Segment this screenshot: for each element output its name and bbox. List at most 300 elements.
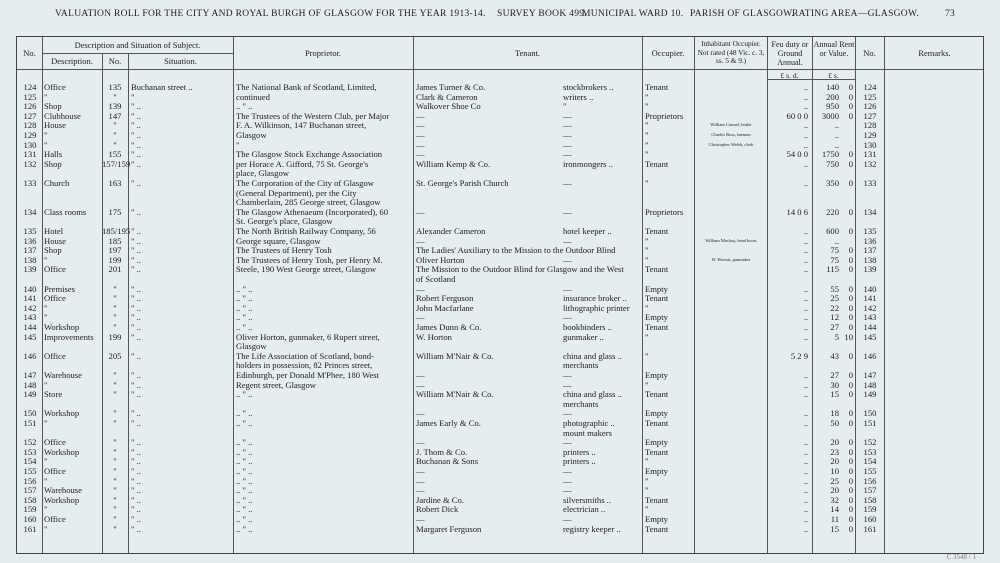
- row-occ: Tenant: [645, 158, 669, 169]
- row-num: 157/159: [102, 158, 131, 169]
- row-sit: " ..: [131, 130, 141, 140]
- row-sit: " ..: [131, 437, 141, 448]
- row-num: ": [113, 283, 117, 294]
- row-num: ": [113, 408, 117, 419]
- row-desc: ": [44, 130, 48, 140]
- row-num: ": [113, 456, 117, 467]
- row-feu: ..: [803, 331, 808, 342]
- row-tocc: writers ..: [563, 91, 594, 102]
- row-desc: Improvements: [44, 331, 94, 342]
- row-rs: 0: [848, 370, 853, 380]
- row-ten: —: [416, 408, 425, 419]
- row-tocc: —: [563, 370, 572, 380]
- row-feu: 60 0 0: [786, 110, 808, 121]
- row-num: ": [113, 130, 117, 140]
- row-occ: ": [645, 130, 649, 140]
- row-num: 199: [108, 331, 122, 342]
- row-prop: F. A. Wilkinson, 147 Buchanan street,: [236, 120, 367, 131]
- row-sit: " ..: [131, 370, 141, 380]
- row-rl: 11: [830, 514, 839, 524]
- row-desc: Store: [44, 389, 63, 400]
- row-occ: Tenant: [645, 389, 669, 400]
- row-no2: 145: [863, 331, 877, 342]
- row-num: ": [113, 370, 117, 380]
- row-no: 127: [23, 110, 37, 121]
- row-no: 160: [23, 514, 37, 524]
- row-rl: 1750: [821, 149, 839, 160]
- row-prop: .. " ..: [236, 283, 253, 294]
- row-rl: 43: [830, 350, 839, 361]
- row-prop: St. George's place, Glasgow: [236, 216, 333, 227]
- row-no2: 124: [863, 82, 877, 92]
- row-num: 205: [108, 350, 122, 361]
- row-ten: —: [416, 485, 425, 496]
- row-desc: ": [44, 523, 48, 534]
- row-tocc: printers ..: [563, 456, 596, 467]
- row-no2: 140: [863, 283, 877, 294]
- row-occ: ": [645, 456, 649, 467]
- col-rent: Annual Rent or Value.: [813, 40, 855, 58]
- row-ten: —: [416, 370, 425, 380]
- row-sit: " ..: [131, 264, 141, 275]
- row-ten: Alexander Cameron: [416, 226, 486, 236]
- row-rl: 25: [830, 475, 839, 486]
- row-prop: The Glasgow Athenaeum (Incorporated), 60: [236, 206, 389, 217]
- row-no: 124: [23, 82, 37, 92]
- row-sit: " ..: [131, 408, 141, 419]
- row-occ: Tenant: [645, 226, 669, 236]
- row-rl: 32: [830, 494, 839, 505]
- row-rs: 0: [848, 322, 853, 332]
- row-tocc: —: [563, 485, 572, 496]
- row-sit: " ..: [131, 446, 141, 457]
- row-rs: 0: [848, 437, 853, 448]
- row-num: ": [113, 379, 117, 390]
- row-no2: 143: [863, 312, 877, 323]
- row-occ: Empty: [645, 408, 668, 419]
- row-inh: Charles Ross, barman: [711, 132, 751, 137]
- row-tocc: printers ..: [563, 446, 596, 457]
- row-prop: .. " ..: [236, 408, 253, 419]
- row-prop: .. " ..: [236, 322, 253, 332]
- row-tocc: —: [563, 110, 572, 121]
- row-ten: —: [416, 466, 425, 476]
- row-tocc: gunmaker ..: [563, 331, 604, 342]
- row-num: ": [113, 312, 117, 323]
- row-desc: Clubhouse: [44, 110, 81, 121]
- row-feu: ..: [803, 264, 808, 275]
- row-tocc: merchants: [563, 360, 599, 371]
- row-no2: 134: [863, 206, 877, 217]
- row-desc: Warehouse: [44, 370, 82, 380]
- row-occ: ": [645, 178, 649, 188]
- row-ten: —: [416, 110, 425, 121]
- row-rl: ..: [834, 139, 839, 150]
- row-rl: 600: [826, 226, 839, 236]
- row-ten: —: [416, 475, 425, 486]
- row-occ: ": [645, 149, 649, 160]
- row-tocc: —: [563, 206, 572, 217]
- row-sit: " ..: [131, 302, 141, 313]
- row-occ: ": [645, 120, 649, 131]
- row-no: 126: [23, 101, 37, 112]
- row-rs: 0: [848, 283, 853, 294]
- row-rs: 0: [848, 350, 853, 361]
- row-no2: 154: [863, 456, 877, 467]
- row-no2: 141: [863, 293, 877, 304]
- row-tocc: hotel keeper ..: [563, 226, 612, 236]
- row-tocc: —: [563, 178, 572, 188]
- row-prop: (General Department), per the City: [236, 187, 357, 198]
- row-no2: 131: [863, 149, 877, 160]
- row-feu: ..: [803, 101, 808, 112]
- row-desc: House: [44, 120, 66, 131]
- row-ten: —: [416, 149, 425, 160]
- row-tocc: mount makers: [563, 427, 612, 438]
- row-rl: 27: [830, 370, 839, 380]
- row-rs: 0: [848, 178, 853, 188]
- row-num: ": [113, 485, 117, 496]
- row-tocc: —: [563, 254, 572, 265]
- row-feu: ..: [803, 389, 808, 400]
- row-feu: ..: [803, 322, 808, 332]
- row-ten: —: [416, 437, 425, 448]
- row-tocc: —: [563, 149, 572, 160]
- row-num: 201: [108, 264, 122, 275]
- row-rl: 3000: [821, 110, 839, 121]
- row-tocc: —: [563, 437, 572, 448]
- row-desc: ": [44, 418, 48, 428]
- row-sit: " ..: [131, 206, 141, 217]
- row-ten: Robert Dick: [416, 504, 459, 515]
- row-no: 125: [23, 91, 37, 102]
- row-no: 149: [23, 389, 37, 400]
- col-desc-group: Description and Situation of Subject.: [74, 40, 201, 50]
- row-rl: 18: [830, 408, 839, 419]
- row-sit: " ..: [131, 389, 141, 400]
- row-feu: ..: [803, 475, 808, 486]
- row-no2: 149: [863, 389, 877, 400]
- rating-area: RATING AREA—GLASGOW.: [792, 9, 920, 19]
- row-ten: The Ladies' Auxiliary to the Mission to the Outdoor Blind: [416, 245, 616, 256]
- row-sit: " ..: [131, 504, 141, 515]
- row-sit: " ..: [131, 245, 141, 256]
- row-sit: " ..: [131, 350, 141, 361]
- row-ten: —: [416, 235, 425, 246]
- row-prop: .. " ..: [236, 437, 253, 448]
- row-tocc: —: [563, 120, 572, 131]
- row-rl: 23: [830, 446, 839, 457]
- row-rs: 0: [848, 312, 853, 323]
- row-ten: John Macfarlane: [416, 302, 474, 313]
- row-feu: ..: [803, 226, 808, 236]
- row-feu: ..: [803, 302, 808, 313]
- row-rs: 0: [848, 494, 853, 505]
- row-feu: ..: [803, 504, 808, 515]
- row-ten: Walkover Shoe Co: [416, 101, 481, 112]
- row-feu: ..: [803, 370, 808, 380]
- row-num: ": [113, 120, 117, 131]
- row-occ: Tenant: [645, 446, 669, 457]
- col-num: No.: [108, 56, 122, 66]
- row-no: 137: [23, 245, 37, 256]
- row-occ: Proprietors: [645, 110, 684, 121]
- row-rs: 0: [848, 264, 853, 275]
- row-feu: ..: [803, 312, 808, 323]
- row-no: 157: [23, 485, 37, 496]
- row-feu: 5 2 9: [790, 350, 808, 361]
- row-desc: Office: [44, 437, 66, 448]
- row-rs: 0: [848, 389, 853, 400]
- row-rs: 0: [848, 408, 853, 419]
- row-ten: St. George's Parish Church: [416, 178, 509, 188]
- row-rs: 10: [844, 331, 853, 342]
- row-occ: Empty: [645, 283, 668, 294]
- row-feu: ..: [803, 293, 808, 304]
- row-no2: 130: [863, 139, 877, 150]
- row-feu: ..: [803, 178, 808, 188]
- row-no2: 150: [863, 408, 877, 419]
- row-feu: ..: [803, 418, 808, 428]
- row-sit: " ..: [131, 158, 141, 169]
- row-prop: George square, Glasgow: [236, 235, 321, 246]
- row-rl: 75: [830, 245, 839, 256]
- row-desc: ": [44, 302, 48, 313]
- row-feu: ..: [803, 245, 808, 256]
- row-rs: 0: [848, 158, 853, 169]
- row-sit: " ..: [131, 456, 141, 467]
- row-desc: Workshop: [44, 322, 80, 332]
- row-desc: Warehouse: [44, 485, 82, 496]
- row-occ: Empty: [645, 514, 668, 524]
- row-no2: 152: [863, 437, 877, 448]
- row-no2: 160: [863, 514, 877, 524]
- row-no: 144: [23, 322, 37, 332]
- row-prop: The Trustees of the Western Club, per Major: [236, 110, 390, 121]
- row-ten: —: [416, 206, 425, 217]
- row-rs: 0: [848, 514, 853, 524]
- row-ten: —: [416, 283, 425, 294]
- row-rs: 0: [848, 504, 853, 515]
- row-num: 175: [108, 206, 122, 217]
- row-num: ": [113, 494, 117, 505]
- row-rl: 30: [830, 379, 839, 390]
- row-prop: The North British Railway Company, 56: [236, 226, 376, 236]
- row-num: ": [113, 91, 117, 102]
- row-prop: Steele, 190 West George street, Glasgow: [236, 264, 377, 275]
- row-rs: 0: [848, 379, 853, 390]
- row-prop: .. " ..: [236, 293, 253, 304]
- row-rs: 0: [848, 206, 853, 217]
- row-sit: " ..: [131, 178, 141, 188]
- row-ten: Jardine & Co.: [416, 494, 464, 505]
- row-rs: 0: [848, 245, 853, 256]
- row-no: 142: [23, 302, 37, 313]
- row-sit: ": [131, 91, 135, 102]
- row-desc: Workshop: [44, 446, 80, 457]
- row-desc: ": [44, 504, 48, 515]
- row-feu: ..: [803, 466, 808, 476]
- row-rl: 50: [830, 418, 839, 428]
- row-no2: 125: [863, 91, 877, 102]
- row-num: 199: [108, 254, 122, 265]
- row-occ: Empty: [645, 466, 668, 476]
- row-num: ": [113, 139, 117, 150]
- row-prop: The National Bank of Scotland, Limited,: [236, 82, 377, 92]
- row-rl: 220: [826, 206, 839, 217]
- col-proprietor: Proprietor.: [304, 48, 342, 58]
- row-ten: William M'Nair & Co.: [416, 350, 494, 361]
- row-tocc: china and glass ..: [563, 350, 622, 361]
- row-prop: The Trustees of Henry Tosh, per Henry M.: [236, 254, 383, 265]
- row-occ: ": [645, 101, 649, 112]
- row-prop: .. " ..: [236, 389, 253, 400]
- row-feu: ..: [803, 437, 808, 448]
- row-rs: 0: [848, 466, 853, 476]
- row-num: ": [113, 322, 117, 332]
- row-rs: 0: [848, 293, 853, 304]
- row-sit: " ..: [131, 514, 141, 524]
- col-feu: Feu duty or Ground Annual.: [771, 40, 809, 67]
- row-tocc: —: [563, 475, 572, 486]
- row-num: ": [113, 523, 117, 534]
- row-occ: ": [645, 485, 649, 496]
- row-occ: ": [645, 235, 649, 246]
- row-num: 155: [108, 149, 122, 160]
- row-ten: —: [416, 514, 425, 524]
- row-desc: Shop: [44, 158, 62, 169]
- row-tocc: —: [563, 408, 572, 419]
- row-prop: .. " ..: [236, 418, 253, 428]
- row-prop: The Life Association of Scotland, bond-: [236, 350, 374, 361]
- row-no: 132: [23, 158, 37, 169]
- row-tocc: registry keeper ..: [563, 523, 621, 534]
- row-num: ": [113, 293, 117, 304]
- row-no: 134: [23, 206, 37, 217]
- row-desc: ": [44, 456, 48, 467]
- row-feu: ..: [803, 283, 808, 294]
- row-ten: James Dunn & Co.: [416, 322, 482, 332]
- row-prop: .. " ..: [236, 485, 253, 496]
- row-num: 197: [108, 245, 122, 256]
- row-sit: " ..: [131, 139, 141, 150]
- archive-stamp: C 3548 / 1: [946, 553, 976, 561]
- row-rl: ..: [834, 130, 839, 140]
- row-feu: ..: [803, 408, 808, 419]
- row-occ: Tenant: [645, 293, 669, 304]
- row-desc: Halls: [44, 149, 63, 160]
- col-tenant: Tenant.: [514, 48, 541, 58]
- row-no2: 139: [863, 264, 877, 275]
- row-tocc: ironmongers ..: [563, 158, 613, 169]
- row-no: 136: [23, 235, 37, 246]
- row-rs: 0: [848, 254, 853, 265]
- row-no: 140: [23, 283, 37, 294]
- row-no2: 153: [863, 446, 877, 457]
- row-rl: 55: [830, 283, 839, 294]
- row-sit: " ..: [131, 110, 141, 121]
- row-desc: ": [44, 312, 48, 323]
- row-occ: ": [645, 504, 649, 515]
- row-no: 154: [23, 456, 37, 467]
- row-rl: 200: [826, 91, 839, 102]
- row-num: 147: [108, 110, 122, 121]
- row-inh: William Conuel, butler: [710, 122, 752, 128]
- row-desc: ": [44, 379, 48, 390]
- row-desc: Office: [44, 350, 66, 361]
- row-rs: 0: [848, 446, 853, 457]
- row-ten: William Kemp & Co.: [416, 158, 491, 169]
- row-no2: 136: [863, 235, 877, 246]
- col-occupier: Occupier.: [651, 48, 685, 58]
- page-number: 73: [945, 9, 956, 19]
- row-occ: Tenant: [645, 523, 669, 534]
- row-feu: ..: [803, 130, 808, 140]
- row-rs: 0: [848, 523, 853, 534]
- survey-book: SURVEY BOOK 499.: [497, 9, 587, 19]
- row-prop: ": [236, 139, 240, 150]
- row-ten: —: [416, 120, 425, 131]
- row-no: 138: [23, 254, 37, 265]
- row-sit: " ..: [131, 226, 141, 236]
- row-rl: 140: [826, 82, 839, 92]
- row-occ: ": [645, 254, 649, 265]
- row-inh: W. Horton, gunmaker: [711, 256, 751, 262]
- row-prop: .. " ..: [236, 312, 253, 323]
- row-feu: ..: [803, 485, 808, 496]
- row-tocc: insurance broker ..: [563, 293, 627, 304]
- row-occ: ": [645, 139, 649, 150]
- row-no2: 158: [863, 494, 877, 505]
- row-no: 155: [23, 466, 37, 476]
- row-feu: ..: [803, 254, 808, 265]
- row-desc: Workshop: [44, 408, 80, 419]
- col-remarks: Remarks.: [918, 48, 951, 58]
- parish: PARISH OF GLASGOW.: [690, 9, 795, 19]
- row-rl: 27: [830, 322, 839, 332]
- row-feu: 54 0 0: [786, 149, 808, 160]
- row-desc: Shop: [44, 101, 62, 112]
- row-occ: Empty: [645, 370, 668, 380]
- row-tocc: bookbinders ..: [563, 322, 612, 332]
- row-occ: Proprietors: [645, 206, 684, 217]
- row-no: 156: [23, 475, 37, 486]
- row-feu: 14 0 6: [786, 206, 808, 217]
- row-sit: " ..: [131, 418, 141, 428]
- row-no2: 138: [863, 254, 877, 265]
- row-no: 128: [23, 120, 37, 131]
- row-occ: Tenant: [645, 418, 669, 428]
- col-situation: Situation.: [164, 56, 197, 66]
- row-occ: ": [645, 91, 649, 102]
- feu-units: £ s. d.: [780, 71, 799, 80]
- row-sit: " ..: [131, 331, 141, 342]
- row-occ: Tenant: [645, 494, 669, 505]
- row-rl: 15: [830, 389, 839, 400]
- row-rl: 15: [830, 523, 839, 534]
- row-rl: 14: [830, 504, 839, 515]
- municipal-ward: MUNICIPAL WARD 10.: [582, 9, 684, 19]
- row-tocc: ": [563, 101, 567, 112]
- row-feu: ..: [803, 514, 808, 524]
- row-no2: 156: [863, 475, 877, 486]
- row-occ: ": [645, 475, 649, 486]
- row-rl: 5: [834, 331, 839, 342]
- rent-units: £ s.: [828, 71, 839, 80]
- col-description: Description.: [51, 56, 93, 66]
- row-prop: .. " ..: [236, 504, 253, 515]
- row-no2: 133: [863, 178, 877, 188]
